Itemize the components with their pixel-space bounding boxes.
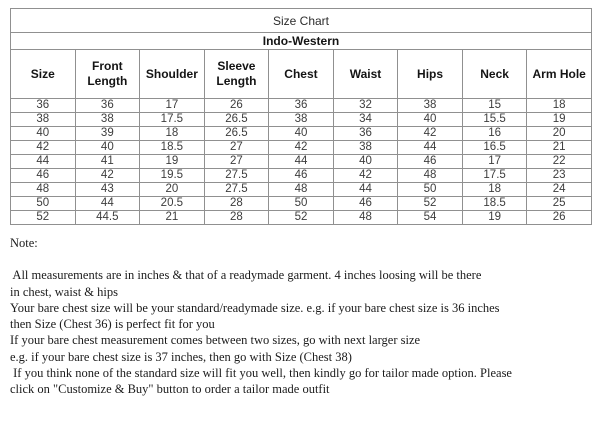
data-cell: 26.5: [204, 113, 269, 127]
data-cell: 26.5: [204, 127, 269, 141]
data-cell: 19: [462, 211, 527, 225]
data-cell: 44: [269, 155, 334, 169]
data-cell: 42: [269, 141, 334, 155]
data-cell: 34: [333, 113, 398, 127]
data-cell: 44.5: [75, 211, 140, 225]
data-cell: 25: [527, 197, 592, 211]
data-cell: 44: [75, 197, 140, 211]
note-line: e.g. if your bare chest size is 37 inches, then go with Size (Chest 38): [10, 349, 352, 364]
data-cell: 20: [140, 183, 205, 197]
data-cell: 40: [269, 127, 334, 141]
table-subtitle-row: [11, 33, 592, 50]
data-cell: 40: [333, 155, 398, 169]
data-cell: 48: [398, 169, 463, 183]
table-row: [11, 155, 592, 169]
table-row: [11, 169, 592, 183]
data-cell: 50: [398, 183, 463, 197]
data-cell: 15: [462, 99, 527, 113]
data-cell: 46: [333, 197, 398, 211]
data-cell: 17: [140, 99, 205, 113]
data-cell: 17.5: [140, 113, 205, 127]
data-cell: 18: [527, 99, 592, 113]
data-cell: 38: [269, 113, 334, 127]
data-cell: 27: [204, 155, 269, 169]
data-cell: 27.5: [204, 169, 269, 183]
data-cell: 40: [11, 127, 76, 141]
table-header-row: [11, 50, 592, 99]
table-row: [11, 113, 592, 127]
data-cell: 16: [462, 127, 527, 141]
data-cell: 42: [11, 141, 76, 155]
data-cell: 16.5: [462, 141, 527, 155]
table-subtitle: Indo-Western: [11, 33, 592, 50]
data-cell: 26: [527, 211, 592, 225]
note-line: then Size (Chest 36) is perfect fit for you: [10, 317, 215, 332]
table-row: [11, 197, 592, 211]
note-spacer: [10, 251, 598, 267]
data-cell: 43: [75, 183, 140, 197]
table-row: [11, 127, 592, 141]
data-cell: 23: [527, 169, 592, 183]
column-header: Waist: [333, 50, 398, 99]
table-row: [11, 141, 592, 155]
table-row: [11, 211, 592, 225]
data-cell: 50: [11, 197, 76, 211]
table-title: Size Chart: [11, 9, 592, 33]
data-cell: 41: [75, 155, 140, 169]
data-cell: 17.5: [462, 169, 527, 183]
data-cell: 40: [398, 113, 463, 127]
data-cell: 36: [333, 127, 398, 141]
table-row: [11, 99, 592, 113]
data-cell: 48: [333, 211, 398, 225]
data-cell: 46: [11, 169, 76, 183]
data-cell: 36: [75, 99, 140, 113]
data-cell: 38: [398, 99, 463, 113]
data-cell: 26: [204, 99, 269, 113]
note-line: Your bare chest size will be your standard/readymade size. e.g. if your bare chest size is 36 inches: [10, 300, 500, 315]
note-line: If you think none of the standard size will fit you well, then kindly go for tailor made option. Please: [10, 366, 512, 381]
note-lines: [10, 267, 598, 397]
data-cell: 27.5: [204, 183, 269, 197]
data-cell: 42: [398, 127, 463, 141]
column-header: Size: [11, 50, 76, 99]
note-line: in chest, waist & hips: [10, 284, 118, 299]
data-cell: 18: [140, 127, 205, 141]
column-header: Front Length: [75, 50, 140, 99]
data-cell: 44: [333, 183, 398, 197]
data-cell: 19.5: [140, 169, 205, 183]
data-cell: 46: [269, 169, 334, 183]
data-cell: 48: [269, 183, 334, 197]
data-cell: 38: [75, 113, 140, 127]
column-header: Neck: [462, 50, 527, 99]
data-cell: 24: [527, 183, 592, 197]
size-chart-table: [10, 8, 592, 225]
data-cell: 44: [398, 141, 463, 155]
data-cell: 28: [204, 197, 269, 211]
data-cell: 36: [11, 99, 76, 113]
data-cell: 48: [11, 183, 76, 197]
column-header: Hips: [398, 50, 463, 99]
table-row: [11, 183, 592, 197]
data-cell: 50: [269, 197, 334, 211]
data-cell: 42: [333, 169, 398, 183]
data-cell: 38: [11, 113, 76, 127]
data-cell: 38: [333, 141, 398, 155]
column-header: Arm Hole: [527, 50, 592, 99]
data-cell: 52: [398, 197, 463, 211]
data-cell: 36: [269, 99, 334, 113]
data-cell: 40: [75, 141, 140, 155]
data-cell: 52: [11, 211, 76, 225]
data-cell: 18.5: [462, 197, 527, 211]
data-cell: 52: [269, 211, 334, 225]
note-line: All measurements are in inches & that of a readymade garment. 4 inches loosing will be there: [10, 268, 482, 283]
column-header: Shoulder: [140, 50, 205, 99]
data-cell: 19: [140, 155, 205, 169]
data-cell: 27: [204, 141, 269, 155]
data-cell: 17: [462, 155, 527, 169]
data-cell: 32: [333, 99, 398, 113]
note-line: If your bare chest measurement comes between two sizes, go with next larger size: [10, 333, 421, 348]
data-cell: 21: [527, 141, 592, 155]
data-cell: 28: [204, 211, 269, 225]
data-cell: 19: [527, 113, 592, 127]
data-cell: 44: [11, 155, 76, 169]
table-title-row: [11, 9, 592, 33]
data-cell: 42: [75, 169, 140, 183]
data-cell: 46: [398, 155, 463, 169]
data-cell: 39: [75, 127, 140, 141]
data-cell: 15.5: [462, 113, 527, 127]
column-header: Sleeve Length: [204, 50, 269, 99]
data-cell: 21: [140, 211, 205, 225]
note-section: [10, 235, 598, 398]
data-cell: 18: [462, 183, 527, 197]
note-line: click on "Customize & Buy" button to order a tailor made outfit: [10, 382, 330, 397]
data-cell: 20.5: [140, 197, 205, 211]
data-cell: 20: [527, 127, 592, 141]
note-label: Note:: [10, 236, 38, 250]
column-header: Chest: [269, 50, 334, 99]
data-cell: 18.5: [140, 141, 205, 155]
data-cell: 54: [398, 211, 463, 225]
data-cell: 22: [527, 155, 592, 169]
